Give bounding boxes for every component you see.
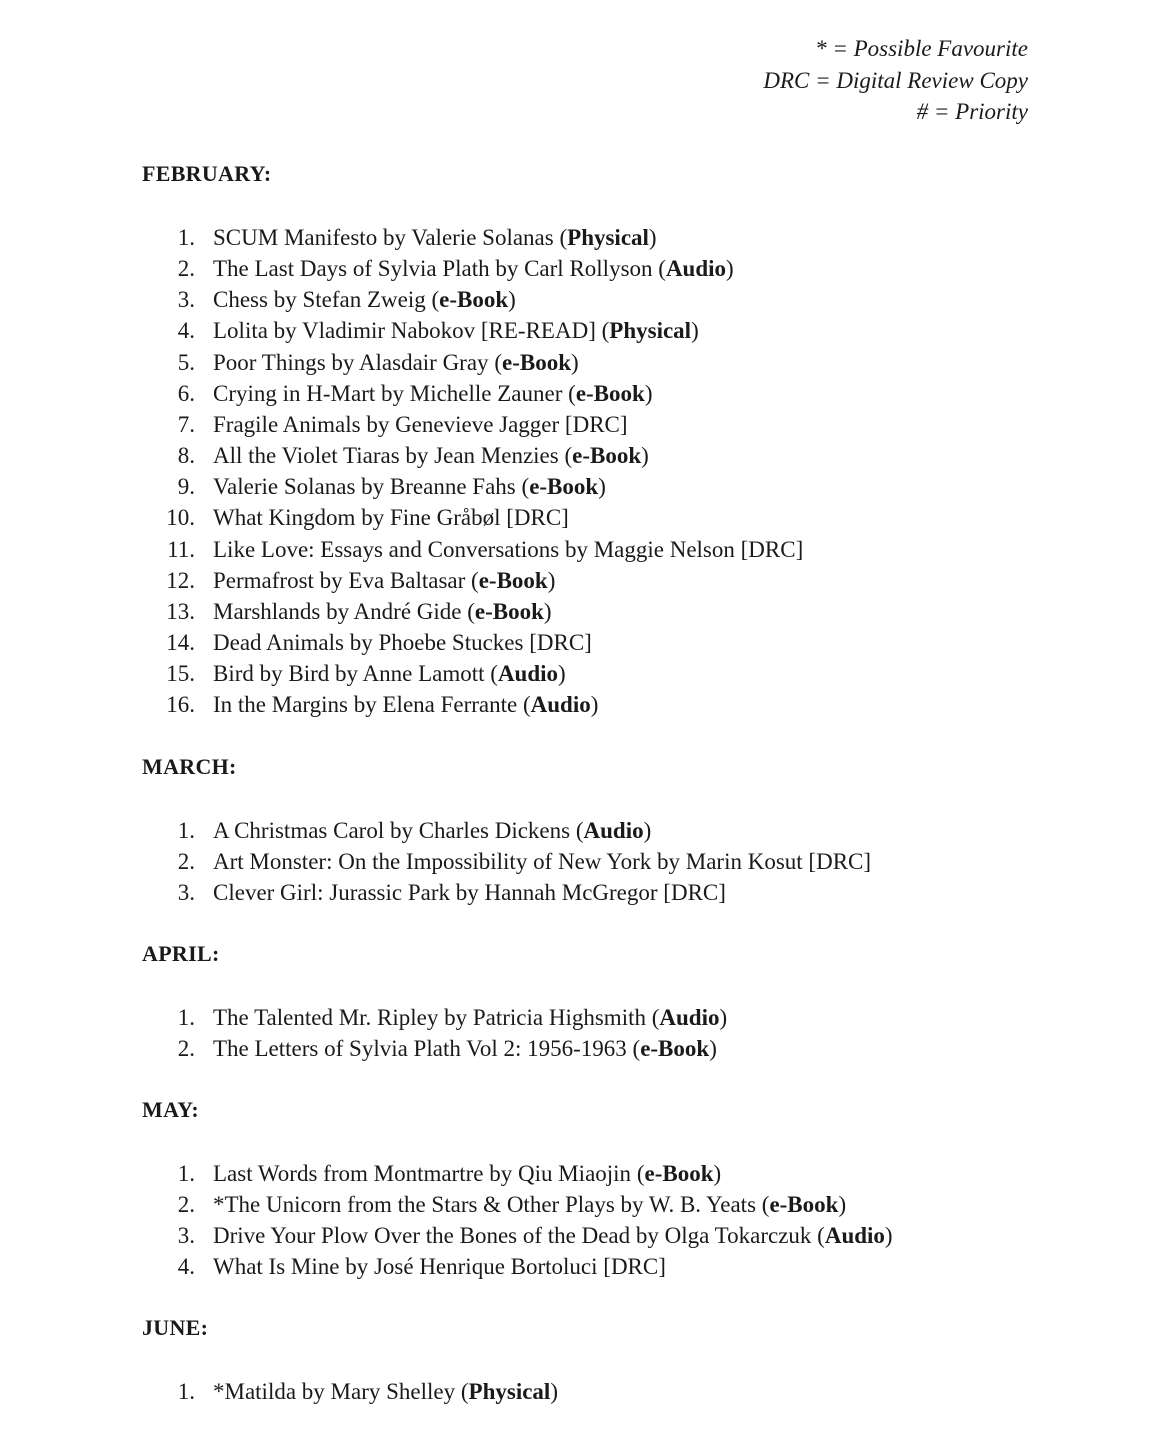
book-title: The Letters of Sylvia Plath Vol 2: 1956-1963 [213, 1036, 627, 1062]
book-title: Clever Girl: Jurassic Park by Hannah McGregor [DRC] [213, 880, 726, 906]
book-format: Audio [583, 818, 644, 843]
book-list-item: 16. In the Margins by Elena Ferrante (Audio) [142, 689, 803, 720]
book-title: *Matilda by Mary Shelley [213, 1379, 456, 1404]
list-number: 1. [177, 1161, 195, 1186]
book-title: Drive Your Plow Over the Bones of the Dead by Olga Tokarczuk [213, 1223, 812, 1249]
list-number: 1. [177, 818, 195, 843]
list-number: 1. [177, 1005, 195, 1030]
book-title: What Is Mine by José Henrique Bortoluci [DRC] [213, 1254, 666, 1280]
list-number: 6. [177, 380, 195, 406]
book-title: In the Margins by Elena Ferrante [213, 692, 518, 718]
list-number: 2. [177, 1192, 195, 1218]
book-format: Audio [665, 256, 727, 282]
book-list-item [142, 1251, 893, 1282]
book-format: e-Book [572, 443, 642, 469]
book-title: Chess by Stefan Zweig [213, 287, 426, 313]
book-format: Audio [530, 692, 591, 718]
list-number: 2. [177, 1036, 195, 1062]
book-list-item: 2. The Last Days of Sylvia Plath by Carl Rollyson (Audio) [142, 253, 803, 284]
list-number: 3. [177, 287, 195, 313]
book-list-march [142, 815, 871, 908]
book-format: e-Book [644, 1161, 714, 1186]
list-number: 10. [166, 505, 195, 531]
book-list-item: 5. Poor Things by Alasdair Gray (e-Book) [142, 347, 803, 378]
book-list-april [142, 1002, 727, 1064]
book-title: Last Words from Montmartre by Qiu Miaojin [213, 1161, 632, 1186]
book-format: Physical [567, 225, 649, 250]
book-list-item: 1. A Christmas Carol by Charles Dickens (Audio) [142, 815, 871, 846]
book-title: Crying in H-Mart by Michelle Zauner [213, 380, 563, 406]
book-title: SCUM Manifesto by Valerie Solanas [213, 225, 554, 250]
book-list-item: 1. SCUM Manifesto by Valerie Solanas (Physical) [142, 222, 803, 253]
book-format: e-Book [529, 474, 599, 500]
month-heading-may: MAY: [142, 1097, 200, 1122]
book-format: Audio [824, 1223, 885, 1249]
book-list-item: 3. Chess by Stefan Zweig (e-Book) [142, 284, 803, 315]
book-title: The Last Days of Sylvia Plath by Carl Rollyson [213, 256, 653, 282]
book-list-june [142, 1376, 558, 1407]
book-title: A Christmas Carol by Charles Dickens [213, 818, 571, 843]
book-title: Fragile Animals by Genevieve Jagger [DRC] [213, 411, 628, 437]
book-title: Marshlands by André Gide [213, 598, 462, 624]
book-format: e-Book [640, 1036, 710, 1062]
book-list-item [142, 877, 871, 908]
book-title: Bird by Bird by Anne Lamott [213, 661, 485, 687]
month-heading-june: JUNE: [142, 1315, 209, 1340]
book-list-item: 1. *Matilda by Mary Shelley (Physical) [142, 1376, 558, 1407]
book-format: Audio [659, 1005, 720, 1030]
month-heading-march: MARCH: [142, 754, 237, 779]
book-list-item: 2. The Letters of Sylvia Plath Vol 2: 1956-1963 (e-Book) [142, 1033, 727, 1064]
book-title: Valerie Solanas by Breanne Fahs [213, 474, 516, 500]
book-format: e-Book [575, 380, 645, 406]
book-list-item [142, 534, 803, 565]
book-list-item: 12. Permafrost by Eva Baltasar (e-Book) [142, 565, 803, 596]
book-format: e-Book [478, 567, 548, 593]
list-number: 11. [167, 536, 195, 562]
list-number: 16. [166, 692, 195, 718]
book-list-item [142, 627, 803, 658]
list-number: 4. [177, 318, 195, 344]
list-number: 12. [166, 567, 195, 593]
book-format: Physical [468, 1379, 551, 1404]
list-number: 15. [166, 661, 195, 687]
book-format: e-Book [501, 349, 571, 375]
book-title: What Kingdom by Fine Gråbøl [DRC] [213, 505, 569, 531]
legend [763, 33, 1028, 128]
book-title: Like Love: Essays and Conversations by Maggie Nelson [DRC] [213, 536, 804, 562]
list-number: 4. [177, 1254, 195, 1280]
list-number: 9. [177, 474, 195, 500]
book-format: e-Book [769, 1192, 839, 1218]
book-title: Dead Animals by Phoebe Stuckes [DRC] [213, 630, 592, 656]
book-title: Art Monster: On the Impossibility of New York by Marin Kosut [DRC] [213, 849, 872, 875]
book-list-item [142, 502, 803, 533]
month-heading-april: APRIL: [142, 941, 220, 966]
book-format: Audio [497, 661, 559, 687]
book-list-item: 13. Marshlands by André Gide (e-Book) [142, 596, 803, 627]
book-title: Poor Things by Alasdair Gray [213, 349, 489, 375]
book-list-item: 1. Last Words from Montmartre by Qiu Miaojin (e-Book) [142, 1158, 893, 1189]
list-number: 2. [177, 256, 195, 282]
book-format: e-Book [474, 598, 544, 624]
book-title: *The Unicorn from the Stars & Other Plays by W. B. Yeats [213, 1192, 757, 1218]
list-number: 3. [177, 1223, 195, 1249]
book-list-item: 6. Crying in H-Mart by Michelle Zauner (e-Book) [142, 378, 803, 409]
legend-priority: # = Priority [916, 99, 1028, 124]
book-title: Permafrost by Eva Baltasar [213, 567, 466, 593]
book-list-item: 3. Drive Your Plow Over the Bones of the Dead by Olga Tokarczuk (Audio) [142, 1220, 893, 1251]
list-number: 5. [177, 349, 195, 375]
book-title: The Talented Mr. Ripley by Patricia Highsmith [213, 1005, 646, 1030]
book-list-february [142, 222, 803, 721]
month-heading-february: FEBRUARY: [142, 161, 272, 186]
book-list-item: 2. *The Unicorn from the Stars & Other Plays by W. B. Yeats (e-Book) [142, 1189, 893, 1220]
list-number: 14. [166, 630, 195, 656]
list-number: 1. [177, 1379, 195, 1404]
book-list-item: 15. Bird by Bird by Anne Lamott (Audio) [142, 658, 803, 689]
list-number: 7. [177, 411, 195, 437]
book-list-item: 4. Lolita by Vladimir Nabokov [RE-READ] (Physical) [142, 315, 803, 346]
book-list-item: 9. Valerie Solanas by Breanne Fahs (e-Book) [142, 471, 803, 502]
book-title: All the Violet Tiaras by Jean Menzies [213, 443, 559, 469]
list-number: 1. [177, 225, 195, 250]
book-title: Lolita by Vladimir Nabokov [RE-READ] [213, 318, 596, 344]
list-number: 8. [177, 443, 195, 469]
book-list-item [142, 846, 871, 877]
book-format: e-Book [439, 287, 509, 313]
book-list-item: 8. All the Violet Tiaras by Jean Menzies (e-Book) [142, 440, 803, 471]
list-number: 13. [166, 598, 195, 624]
book-format: Physical [609, 318, 692, 344]
legend-drc: DRC = Digital Review Copy [763, 67, 1028, 93]
list-number: 3. [177, 880, 195, 906]
book-list-item [142, 409, 803, 440]
book-list-item: 1. The Talented Mr. Ripley by Patricia Highsmith (Audio) [142, 1002, 727, 1033]
list-number: 2. [177, 849, 195, 875]
book-list-may [142, 1158, 893, 1283]
legend-favourite: * = Possible Favourite [815, 36, 1028, 61]
